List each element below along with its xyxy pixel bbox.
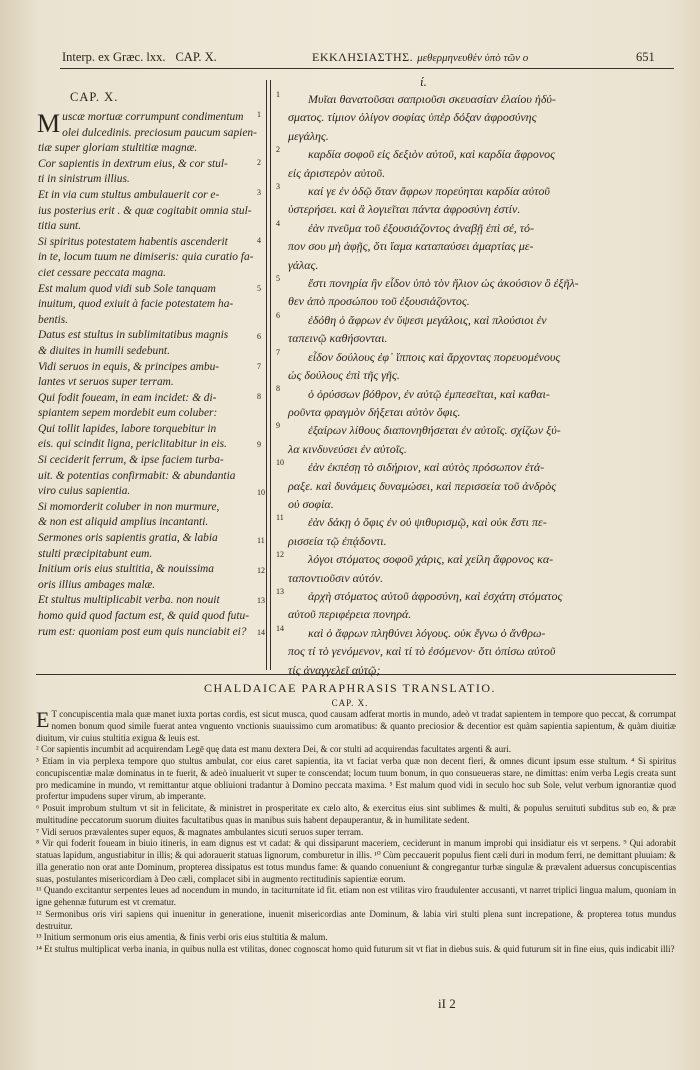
latin-line: Si ceciderit ferrum, & ipse faciem turba-	[38, 454, 224, 467]
greek-chapter-heading: ί.	[420, 74, 427, 89]
latin-verse-number: 8	[257, 392, 261, 401]
column-divider-left	[266, 80, 267, 670]
latin-verse-number: 11	[257, 536, 265, 545]
latin-line: rum est: quoniam post eum quis nunciabit ei?	[38, 625, 247, 638]
latin-line: oris illius ambages malæ.	[38, 578, 156, 591]
greek-verse-number: 6	[276, 310, 280, 320]
page-number: 651	[636, 50, 655, 64]
greek-verse-number: 9	[276, 421, 280, 431]
chaldaic-paragraph: ³ Etiam in via perplexa tempore quo stultus ambulat, cor eius caret sapientia, ita vt faciat verba quæ non decent fieri, & omnes dicunt ipsum esse stultum. ⁴ Si spiritus concupiscentiæ malæ dominatus in te fuerit, & adeò inualuerit vt super te conscendat; locum tuum bonum, in quo consueueras stare, ne dimittas: enim verba Legis creata sunt pro medicamine in mundo, vt remittantur atque obliuioni tradantur à Domino peccata maxima. ⁵ Est malum quod vidi in seculo hoc sub Sole, velut verbum ignorantiæ quod profertur impudens super virum, ab imperante.	[36, 756, 676, 802]
latin-verse-number: 5	[257, 284, 261, 293]
greek-line: ταποντιοῦσιν αὐτόν.	[288, 570, 384, 585]
greek-line: αὐτοῦ περιφέρεια πονηρά.	[288, 607, 412, 622]
greek-line: πον σου μὴ ἀφῇς, ὅτι ἴαμα καταπαύσει ἁμαρτίας με-	[288, 239, 534, 254]
latin-line: Si spiritus potestatem habentis ascenderit	[38, 235, 228, 248]
running-head-cap: CAP. X.	[175, 50, 217, 64]
greek-column	[288, 90, 663, 679]
greek-line: ροῦντα φραγμὸν δήξεται αὐτὸν ὄφις.	[288, 404, 461, 419]
latin-line: lantes vt seruos super terram.	[38, 376, 174, 389]
greek-line: καὶ ὁ ἄφρων πληθύνει λόγους. οὐκ ἔγνω ὁ ἄνθρω-	[308, 625, 546, 640]
greek-verse-number: 5	[276, 274, 280, 283]
latin-line: homo quid quod factum est, & quid quod futu-	[38, 610, 250, 622]
chaldaic-chapter: CAP. X.	[331, 698, 369, 708]
latin-verse-number: 3	[257, 188, 261, 197]
running-head-greek-tail: μεθερμηνευθὲν ὑπὸ τῶν ο	[417, 52, 529, 64]
greek-line: Μυῖαι θανατοῦσαι σαπριοῦσι σκευασίαν ἐλαίου ἡδύ-	[308, 92, 556, 106]
greek-line: καρδία σοφοῦ εἰς δεξιὸν αὐτοῦ, καὶ καρδία ἄφρονος	[308, 147, 556, 162]
latin-line: ciet cessare peccata magna.	[38, 266, 166, 279]
header-rule	[60, 68, 674, 69]
greek-verse-number: 10	[276, 458, 284, 467]
running-head-center	[312, 50, 528, 65]
greek-line: εἶδον δούλους ἐφ᾽ ἵπποις καὶ ἄρχοντας πορευομένους	[308, 349, 561, 364]
chaldaic-paragraph: ¹¹ Quando excitantur serpentes leues ad nocendum in mundo, in taciturnitate id fit. etiam non est vtilitas viro fraudulenter accusanti, vt narret triplici lingua malum, quoniam in igne gehennæ futurum est vt crematur.	[36, 885, 676, 907]
greek-verse-number: 3	[276, 182, 280, 191]
latin-line: Qui tollit lapides, labore torquebitur in	[38, 422, 217, 435]
greek-verse-number: 7	[276, 347, 280, 357]
running-head-left	[62, 50, 217, 65]
latin-line: stulti præcipitabunt eum.	[38, 547, 153, 560]
latin-line: Est malum quod vidi sub Sole tanquam	[38, 282, 216, 295]
latin-line: in te, locum tuum ne dimiseris: quia curatio fa-	[38, 251, 254, 264]
latin-verse-number: 4	[257, 236, 261, 245]
greek-verse-number: 1	[276, 90, 280, 99]
latin-chapter-heading: CAP. X.	[70, 90, 119, 104]
greek-verse-number: 8	[276, 384, 280, 394]
latin-line: Initium oris eius stultitia, & nouissima	[38, 563, 214, 576]
greek-line: λα κινδυνεύσει ἐν αὐτοῖς.	[288, 441, 407, 456]
latin-line: Vidi seruos in equis, & principes ambu-	[38, 360, 220, 373]
latin-line: viro cuius sapientia.	[38, 485, 131, 498]
greek-verse-number: 12	[276, 550, 284, 559]
column-divider-right	[270, 80, 271, 670]
greek-line: ραξε. καὶ δυνάμεις δυναμώσει, καὶ περισσεία τοῦ ἀνδρὸς	[288, 478, 557, 493]
chaldaic-text	[36, 709, 676, 956]
latin-line: Et stultus multiplicabit verba. non nouit	[38, 594, 220, 607]
greek-line: ρισσεία τῷ ἐπᾴδοντι.	[288, 533, 387, 548]
greek-line: ἐὰν πνεῦμα τοῦ ἐξουσιάζοντος ἀναβῇ ἐπὶ σέ, τό-	[308, 220, 535, 235]
chaldaic-paragraph: ⁷ Vidi seruos prævalentes super equos, & magnates ambulantes sicuti seruos super terram.	[36, 826, 364, 837]
chaldaic-paragraph: ² Cor sapientis incumbit ad acquirendam Legē quę data est manu dextera Dei, & cor stulti ad acquirendas facultates argenti & auri.	[36, 744, 512, 755]
latin-verse-number: 10	[257, 488, 265, 497]
chaldaic-title: CHALDAICAE PARAPHRASIS TRANSLATIO.	[203, 681, 497, 695]
latin-line: Datus est stultus in sublimitatibus magnis	[38, 329, 229, 342]
greek-line: ἔστι πονηρία ἣν εἶδον ὑπὸ τὸν ἥλιον ὡς ἀκούσιον ὃ ἐξῆλ-	[308, 276, 579, 291]
latin-line: Et in via cum stultus ambulauerit cor e-	[38, 188, 220, 201]
latin-line: bentis.	[38, 313, 69, 326]
latin-line: Sermones oris sapientis gratia, & labia	[38, 532, 218, 545]
greek-verse-number: 2	[276, 145, 280, 155]
latin-verse-number: 6	[257, 332, 261, 341]
greek-line: ὑστερήσει. καὶ ἃ λογιεῖται πάντα ἀφροσύνη ἐστίν.	[288, 202, 521, 217]
running-head-interp: Interp. ex Græc. lxx.	[62, 50, 166, 64]
latin-line: eis. qui scindit ligna, periclitabitur in eis.	[38, 438, 227, 451]
latin-verse-number: 12	[257, 566, 265, 575]
latin-verse-number: 1	[257, 110, 261, 119]
latin-line: inuitum, quod exiuit à facie potestatem ha-	[38, 298, 234, 311]
greek-line: λόγοι στόματος σοφοῦ χάρις, καὶ χείλη ἄφρονος κα-	[308, 552, 554, 567]
greek-line: ἀρχὴ στόματος αὐτοῦ ἀφροσύνη, καὶ ἐσχάτη στόματος	[308, 588, 563, 603]
greek-verse-number: 13	[276, 586, 284, 596]
greek-line: ὡς δούλους ἐπὶ τῆς γῆς.	[288, 368, 400, 383]
chaldaic-paragraph: ¹² Sermonibus oris viri sapiens qui inuenitur in generatione, inuenit misericordias ante Dominum, & labia viri stulti plena sunt increpatione, & propterea totus mundus destruitur.	[36, 908, 676, 931]
latin-line: tiæ super gloriam stultitiæ magnæ.	[38, 142, 198, 155]
greek-line: ἐξαίρων λίθους διαπονηθήσεται ἐν αὐτοῖς. σχίζων ξύ-	[308, 423, 561, 438]
latin-line: olei dulcedinis. preciosum paucum sapien-	[62, 126, 257, 139]
chaldaic-paragraph: ¹³ Initium sermonum oris eius amentia, & finis verbi oris eius stultitia & malum.	[36, 932, 328, 943]
greek-line: πος τί τὸ γενόμενον, καὶ τί τὸ ἐσόμενον· ὅτι ὀπίσω αὐτοῦ	[288, 644, 556, 659]
latin-line: titia sunt.	[38, 220, 82, 233]
latin-line: Si momorderit coluber in non murmure,	[38, 500, 220, 513]
chaldaic-paragraph: ET concupiscentia mala quæ manet iuxta portas cordis, est sicut musca, quod causam adferat mortis in mundo, adeò vt tradat sapientem in tempore quo peccat, & corrumpat nomen bonum quod simile fuerat antea vnguento vnctionis suauissimo cum aromatibus: & quanto preciosior & decentior est quàm sapientia sapientum, & quàm diuitiæ diuitum, vir cuius stultitia exigua & leuis est.	[36, 707, 676, 743]
latin-line: Qui fodit foueam, in eam incidet: & di-	[38, 391, 217, 404]
signature-mark: iI 2	[438, 996, 456, 1011]
greek-verse-number: 4	[276, 218, 280, 228]
chaldaic-paragraph: ¹⁴ Et stultus multiplicat verba inania, in quibus nulla est vtilitas, donec cognoscat homo quid futurum sit vt fiat in diebus suis. & quid futurum sit in fine eius, quis indicabit illi?	[36, 944, 675, 954]
greek-verse-number: 14	[276, 623, 284, 633]
running-head-greek-title: ΕΚΚΛΗΣΙΑΣΤΗΣ.	[312, 50, 414, 64]
greek-line: θεν ἀπὸ προσώπου τοῦ ἐξουσιάζοντος.	[288, 294, 470, 309]
latin-line: Cor sapientis in dextrum eius, & cor stul-	[38, 157, 228, 170]
latin-verse-number: 9	[257, 440, 261, 449]
greek-line: σματος. τίμιον ὀλίγον σοφίας ὑπὲρ δόξαν ἀφροσύνης	[288, 110, 537, 125]
latin-verse-number: 14	[257, 628, 265, 637]
chaldaic-paragraph: ⁸ Vir qui foderit foueam in biuio itineris, in eam dignus est vt cadat: & qui dissiparunt maceriem, ceciderunt in manum improbi qui insidiatur eis vt serpens. ⁹ Qui adorabit statuas lapidum, angustiabitur in illis; & qui adorauerit statuas lignorum, comburetur in illis. ¹⁰ Cùm peccauerit populus fient cæli duri in modum ferri, ne demittant pluuiam: & illa generatio non orat ante Dominum, propterea dissipatus est totus mundus fame: & quando conueniunt & congregantur turbæ singulæ & prævalent aduersus concupiscentias suas, postulantes misericordiam à Deo cæli, complacet sibi in augmento rectitudinis sapientiæ eorum.	[36, 838, 676, 884]
latin-column	[38, 110, 260, 640]
latin-line: & diuites in humili sedebunt.	[38, 344, 170, 357]
greek-line: ἐδόθη ὁ ἄφρων ἐν ὕψεσι μεγάλοις, καὶ πλούσιοι ἐν	[308, 312, 547, 327]
greek-line: ἐὰν ἐκπέσῃ τὸ σιδήριον, καὶ αὐτὸς πρόσωπον ἐτά-	[308, 460, 545, 475]
greek-line: μεγάλης.	[288, 128, 329, 143]
greek-line: καί γε ἐν ὁδῷ ὅταν ἄφρων πορεύηται καρδία αὐτοῦ	[308, 184, 550, 199]
latin-verse-number: 7	[257, 362, 261, 371]
greek-line: γάλας.	[288, 257, 319, 272]
greek-line: τίς ἀναγγελεῖ αὐτῷ;	[288, 662, 381, 677]
greek-line: ἐὰν δάκῃ ὁ ὄφις ἐν οὐ ψιθυρισμῷ, καὶ οὐκ ἔστι πε-	[308, 515, 547, 530]
latin-line: uit. & potentias confirmabit: & abundantia	[38, 469, 236, 482]
greek-line: ὁ ὀρύσσων βόθρον, ἐν αὐτῷ ἐμπεσεῖται, καὶ καθαι-	[308, 386, 550, 401]
chaldaic-paragraph: ⁶ Posuit improbum stultum vt sit in felicitate, & ministret in prosperitate ex cælo alto, & exercitus eius sint sublimes & multi, & populus seruituti subditus sub eo, & præ multitudine peccatorum suorum diuites facultatibus quas in manibus suis habent depauperantur, & in humilitate sedent.	[36, 803, 676, 825]
greek-line: ταπεινῷ καθήσονται.	[288, 331, 388, 346]
latin-verse-number: 2	[257, 158, 261, 167]
latin-line: ti in sinistrum illius.	[38, 173, 130, 186]
greek-line: οὐ σοφία.	[288, 496, 334, 511]
latin-line: & non est aliquid amplius incantanti.	[38, 516, 209, 529]
latin-line: Muscæ mortuæ corrumpunt condimentum	[37, 109, 244, 138]
latin-line: ius posterius erit . & quæ cogitabit omnia stul-	[38, 204, 252, 217]
greek-verse-number: 11	[276, 513, 284, 523]
latin-verse-number: 13	[257, 596, 265, 605]
latin-line: spiantem sepem mordebit eum coluber:	[38, 407, 218, 420]
greek-line: εἰς ἀριστερὸν αὐτοῦ.	[288, 165, 385, 180]
